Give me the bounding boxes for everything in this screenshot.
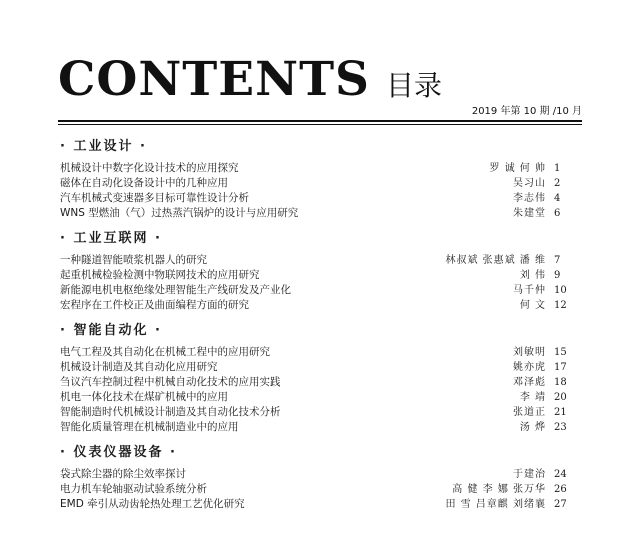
issue-label: 2019 年第 10 期 /10 月 (471, 106, 582, 117)
entry-page-number: 7 (554, 255, 561, 266)
entry-author: 汤 烨 (519, 422, 546, 433)
toc-section (60, 444, 580, 512)
toc-entry[interactable] (60, 345, 580, 360)
header-rule-thin (58, 124, 582, 125)
entry-author: 李 靖 (519, 392, 546, 403)
entry-author: 朱建堂 (513, 208, 546, 219)
toc-entry[interactable] (60, 390, 580, 405)
entry-author: 姚亦虎 (513, 362, 546, 373)
entry-author: 于建治 (513, 469, 546, 480)
entry-page-number: 12 (554, 300, 567, 311)
section-spacer (60, 221, 580, 230)
entry-page-number: 20 (554, 392, 567, 403)
toc-entry[interactable] (60, 253, 580, 268)
entry-author: 吴习山 (513, 178, 546, 189)
entry-page-number: 1 (554, 163, 561, 174)
toc-entry[interactable] (60, 405, 580, 420)
entry-title: 一种隧道智能喷浆机器人的研究 (60, 254, 207, 266)
entry-author: 邓泽彪 (513, 377, 546, 388)
entry-author: 高 健 李 娜 张万华 (452, 484, 546, 495)
toc-entry[interactable] (60, 467, 580, 482)
entry-title: 机械设计制造及其自动化应用研究 (60, 361, 218, 373)
entry-page-number: 9 (554, 270, 561, 281)
entry-title: 宏程序在工件校正及曲面编程方面的研究 (60, 299, 249, 311)
section-heading: · 仪表仪器设备 · (60, 445, 177, 460)
entry-page-number: 23 (554, 422, 567, 433)
section-spacer (60, 313, 580, 322)
section-heading: · 工业互联网 · (60, 231, 162, 246)
page-header (0, 0, 624, 130)
toc-entry[interactable] (60, 375, 580, 390)
toc-entry[interactable] (60, 268, 580, 283)
toc-entry[interactable] (60, 497, 580, 512)
entry-title: 汽车机械式变速器多目标可靠性设计分析 (60, 192, 249, 204)
header-rule-thick (58, 120, 582, 122)
entry-title: 新能源电机电枢绝缘处理智能生产线研发及产业化 (60, 284, 291, 296)
section-spacer (60, 435, 580, 444)
contents-title: CONTENTS (58, 52, 370, 107)
entry-title: 袋式除尘器的除尘效率探讨 (60, 468, 186, 480)
toc-entry[interactable] (60, 161, 580, 176)
toc-entry[interactable] (60, 360, 580, 375)
entry-title: 电力机车轮轴驱动试验系统分析 (60, 483, 207, 495)
entry-page-number: 15 (554, 347, 567, 358)
entry-author: 何 文 (519, 300, 546, 311)
toc-entry[interactable] (60, 298, 580, 313)
toc-section (60, 322, 580, 435)
entry-title: 智能化质量管理在机械制造业中的应用 (60, 421, 239, 433)
entry-title: 机械设计中数字化设计技术的应用探究 (60, 162, 239, 174)
entry-author: 田 雪 吕章麒 刘绪襄 (445, 499, 546, 510)
toc-sections (60, 138, 580, 512)
toc-entry[interactable] (60, 482, 580, 497)
entry-title: WNS 型燃油（气）过热蒸汽锅炉的设计与应用研究 (60, 207, 299, 219)
toc-section (60, 138, 580, 221)
entry-page-number: 4 (554, 193, 561, 204)
toc-section (60, 230, 580, 313)
entry-page-number: 18 (554, 377, 567, 388)
entry-page-number: 24 (554, 469, 567, 480)
entry-author: 刘敏明 (513, 347, 546, 358)
toc-entry[interactable] (60, 176, 580, 191)
entry-title: 起重机械检验检测中物联网技术的应用研究 (60, 269, 260, 281)
entry-title: 机电一体化技术在煤矿机械中的应用 (60, 391, 228, 403)
entry-page-number: 27 (554, 499, 567, 510)
entry-author: 林叔斌 张惠斌 潘 维 (445, 255, 546, 266)
section-heading: · 智能自动化 · (60, 323, 162, 338)
entry-title: 智能制造时代机械设计制造及其自动化技术分析 (60, 406, 281, 418)
section-heading: · 工业设计 · (60, 139, 147, 154)
entry-author: 马千仲 (513, 285, 546, 296)
entry-page-number: 26 (554, 484, 567, 495)
toc-entry[interactable] (60, 206, 580, 221)
entry-author: 刘 伟 (519, 270, 546, 281)
entry-title: 电气工程及其自动化在机械工程中的应用研究 (60, 346, 270, 358)
entry-page-number: 2 (554, 178, 561, 189)
entry-title: EMD 牵引从动齿轮热处理工艺优化研究 (60, 498, 245, 510)
toc-entry[interactable] (60, 283, 580, 298)
entry-title: 刍议汽车控制过程中机械自动化技术的应用实践 (60, 376, 281, 388)
entry-author: 罗 诚 何 帅 (489, 163, 546, 174)
entry-page-number: 6 (554, 208, 561, 219)
entry-page-number: 17 (554, 362, 567, 373)
entry-author: 李志伟 (513, 193, 546, 204)
entry-title: 磁体在自动化设备设计中的几种应用 (60, 177, 228, 189)
toc-entry[interactable] (60, 191, 580, 206)
toc-entry[interactable] (60, 420, 580, 435)
entry-page-number: 10 (554, 285, 567, 296)
contents-title-cn: 目录 (386, 69, 443, 102)
entry-page-number: 21 (554, 407, 567, 418)
entry-author: 张道正 (513, 407, 546, 418)
